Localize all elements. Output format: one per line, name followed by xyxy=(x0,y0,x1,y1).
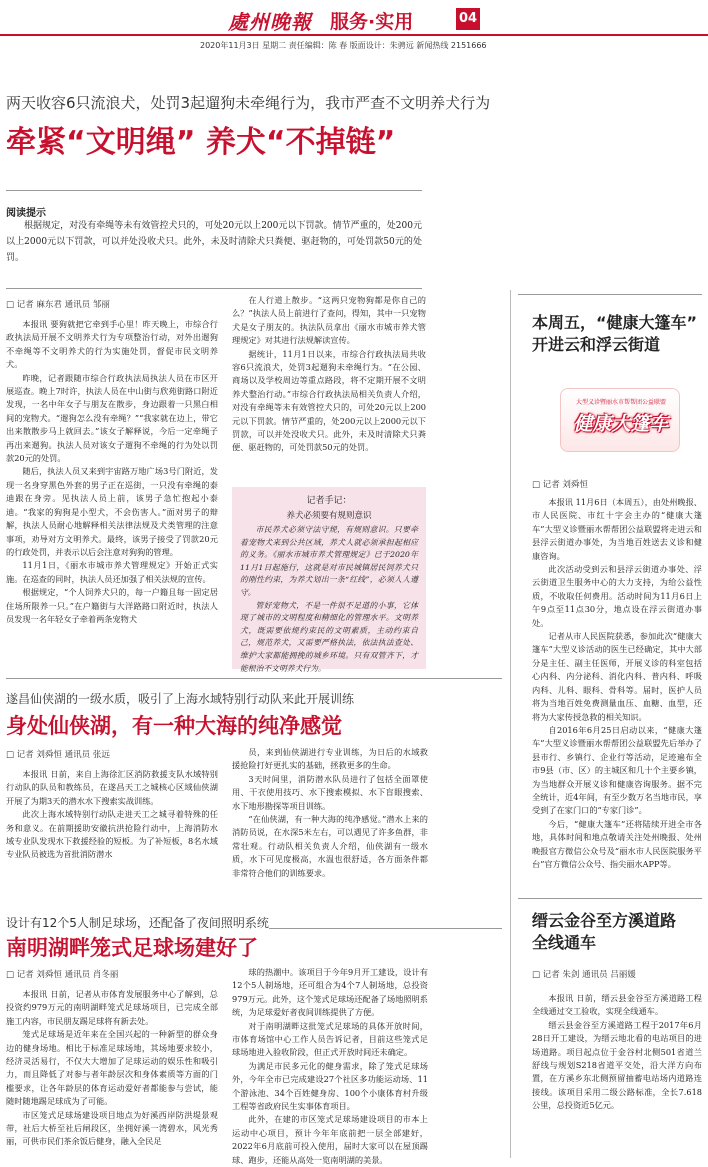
paragraph: 对于南明湖畔这批笼式足球场的具体开放时间，市体育场馆中心工作人员告诉记者，目前这些笼式足球场地进入验收阶段，但正式开放时间还未确定。 xyxy=(232,1020,428,1058)
paragraph: 在人行道上散步。“这两只宠物狗都是你自己的么？”执法人员上前进行了查问，得知，其中一只宠物犬是女子朋友的。执法队员拿出《丽水市城市养犬管理规定》对其进行法规解读宣传。 xyxy=(232,295,426,346)
paragraph: 根据规定，“个人饲养犬只的，每一户籍且每一固定居住场所限养一只。”在户籍街与大洋路路口附近时，执法人员发现一名年轻女子牵着两条宠物犬 xyxy=(6,587,218,624)
road-headline-line-1: 缙云金谷至方溪道路 xyxy=(532,911,677,930)
road-headline xyxy=(532,910,702,954)
football-column-2 xyxy=(232,966,428,1165)
paragraph: 球的热潮中。该项目于今年9月开工建设，设计有12个5人制场地，还可组合为4个7人制场地，总投资979万元。此外，这个笼式足球场还配备了场地照明系统，为足球爱好者夜间训练提供了方便。 xyxy=(232,967,428,1018)
paragraph: 本报讯 日前，记者从市体育发展服务中心了解到，总投资约979万元的南明湖畔笼式足球场项目，已完成全部施工内容，市民朋友踢足球将有新去处。 xyxy=(6,989,218,1026)
reading-tip-paragraph: 根据规定，对没有牵绳等未有效管控犬只的，可处20元以上200元以下罚款。情节严重的，处200元以上2000元以下罚款，可以并处没收犬只。此外，未及时清除犬只粪便、驱赶物的，可处罚款50元的处罚。 xyxy=(6,221,422,263)
paragraph: 市区笼式足球场建设项目地点为好溪西岸防洪堤景观带，社后大桥至社后闸段区，坐拥好溪一湾碧水，风光秀丽，可供市民们茶余饭后健身，融入全民足 xyxy=(6,1109,218,1147)
paragraph: 笼式足球场是近年来在全国兴起的一种新型的群众身边的健身场地。相比于标准足球场地，其场地要求较小，经济灵活易行，不仅大大增加了足球运动的娱乐性和吸引力，而且降低了对参与者年龄层次和身体素质等方面的门槛要求，让各年龄层的体育运动爱好者都能参与尝试，能随时随地踢足球成为了可能。 xyxy=(6,1029,218,1107)
paragraph: 此外，在建的市区笼式足球场建设项目的市本上运动中心项目，预计今年年底前把一层全部建好，2022年6月底前可投入使用，届时大家可以在屋顶踢球、跑步，还能从高处一览南明湖的美景。 xyxy=(232,1114,428,1165)
badge-title: 健康大篷车 xyxy=(573,413,669,435)
paragraph: “在仙侠湖，有一种大海的纯净感觉。”潜水上来的消防员说，在水深5米左右，可以遇见了许多鱼群，非常壮观。行动队相关负责人介绍，仙侠湖有一级水质，水下可见度极高，水温也很舒适，各方面条件都非常符合他们的训练要求。 xyxy=(232,814,428,878)
lead-byline: □ 记者 麻东君 通讯员 邹丽 xyxy=(6,300,110,310)
newspaper-logo: 處州晚報 xyxy=(228,10,312,34)
right-col-divider xyxy=(518,898,702,899)
lead-divider-2 xyxy=(6,288,422,289)
paragraph: 本报讯 日前，来自上海徐汇区消防救援支队水域特别行动队的队员和教练员，在遂昌天工之城核心区域仙侠湖开展了为期3天的潜水水下搜索实战训练。 xyxy=(6,769,218,806)
paragraph: 本报讯 11月6日（本周五），由处州晚报、市人民医院、市红十字会主办的“健康大篷车”大型义诊暨丽水帮帮团公益联盟将走进云和县浮云街道办事处，为当地百姓送去义诊和健康咨询。 xyxy=(532,497,702,561)
note-subtitle: 养犬必须要有规则意识 xyxy=(286,511,372,521)
badge-caption: 大型义诊暨丽水市帮帮团公益联盟 xyxy=(575,399,666,406)
paragraph: 市民养犬必须守法守规，有规则意识。只要牵着宠物犬来到公共区域，养犬人就必须承担起相应的义务。《丽水市城市养犬管理规定》已于2020年11月1日起施行，这就是对市民城镇居民饲养犬只的刚性约束，为养犬划出一条“红线”，必须人人遵守。 xyxy=(240,525,418,597)
road-body xyxy=(532,992,702,1158)
football-byline: □ 记者 刘舜恒 通讯员 肖冬丽 xyxy=(6,970,119,980)
jiankang-byline: □ 记者 刘舜恒 xyxy=(532,480,588,490)
jiankang-headline-line-1: 本周五，“健康大篷车” xyxy=(532,313,698,332)
reporter-note-box xyxy=(232,487,426,673)
reading-tip-text xyxy=(6,218,422,282)
paragraph: 据统计，11月1日以来，市综合行政执法局共收容6只流浪犬，处罚3起遛狗未牵绳行为。“在公园、商场以及学校周边等重点路段，将不定期开展不文明养犬整治行动。”市综合行政执法局相关负责人介绍，对没有牵绳等未有效管控犬只的，可处20元以上200元以下罚款。情节严重的，处200元以上2000元以下罚款，可以并处没收犬只。此外，未及时清除犬只粪便、驱赶物的，可处罚款50元的处罚。 xyxy=(232,348,426,453)
paragraph: 本报讯 日前，缙云县金谷至方溪道路工程全线通过交工验收，实现全线通车。 xyxy=(532,993,702,1017)
paragraph: 缙云县金谷至方溪道路工程于2017年6月28日开工建设，为缙云地北看的电站项目的进场道路。项目起点位于金谷村北侧501省道兰舒线与规划S218省道平交处，沿大洋方向布置，在方溪乡东北侧预留抽蓄电站场内道路连接线。该项目采用二级公路标准，全长7.618公里，总投资近5亿元。 xyxy=(532,1019,702,1111)
paragraph: 今后，“健康大篷车”还将陆续开进全市各地，具体时间和地点敬请关注处州晚报、处州晚报官方微信公众号及“丽水市人民医院服务平台”官方微信公众号、指尖丽水APP等。 xyxy=(532,818,702,869)
paragraph: 为满足市民多元化的健身需求，除了笼式足球场外，今年全市已完成建设27个社区多功能运动场、11个游泳池、34个百姓健身房、100个小康体育村升级工程等省政府民生实事体育项目。 xyxy=(232,1060,428,1112)
swim-column-2 xyxy=(232,746,428,922)
football-column-1 xyxy=(6,988,218,1160)
note-title: 记者手记： xyxy=(306,496,352,506)
paragraph: 记者从市人民医院获悉，参加此次“健康大篷车”大型义诊活动的医生已经确定，其中大部分是主任、副主任医师，开展义诊的科室包括心内科、内分泌科、消化内科、普内科、呼吸内科、儿科、眼科、骨科等。届时，医护人员将为当地百姓免费测量血压、血糖、血型，还将为大家传授急救的相关知识。 xyxy=(532,631,702,722)
lead-headline: 牵紧“文明绳” 养犬“不掉链” xyxy=(6,125,396,160)
paragraph: 自2016年6月25日启动以来，“健康大篷车”大型义诊暨丽水帮帮团公益联盟先后举办了县市行、乡镇行、企业行等活动，足迹遍布全市9县（市、区）的主城区和几十个主要乡镇，为当地群众开展义诊和健康咨询服务。据不完全统计，近4年间，有至少数万名当地市民，享受到了在家门口的“专家门诊”。 xyxy=(532,724,702,816)
swim-headline: 身处仙侠湖，有一种大海的纯净感觉 xyxy=(6,714,342,738)
page-number: 04 xyxy=(456,8,480,30)
paragraph: 本报讯 要狗就把它牵到手心里！昨天晚上，市综合行政执法局开展不文明养犬行为专项整治行动，对外出遛狗不牵绳等不文明养犬的行为实施处罚，督促市民文明养犬。 xyxy=(6,319,218,370)
football-headline: 南明湖畔笼式足球场建好了 xyxy=(6,936,258,960)
right-col-top-rule xyxy=(518,294,702,295)
paragraph: 昨晚，记者跟随市综合行政执法局执法人员在市区开展巡查。晚上7时许，执法人员在中山街与欣苑街路口附近发现，一名中年女子与朋友在散步，身边跟着一只黑白相间的宠物犬。“遛狗怎么没有牵绳？”“我家就在边上，带它出来散散步马上就回去。”该女子解释说，今后一定牵绳子再出来遛狗。执法人员对该女子遛狗不牵绳的行为处以罚款20元的处罚。 xyxy=(6,372,218,464)
jiankang-headline-line-2: 开进云和浮云街道 xyxy=(532,335,661,354)
jiankang-headline xyxy=(532,312,702,356)
masthead-info: 2020年11月3日 星期二 责任编辑：陈 春 版面设计：朱骋远 新闻热线 2151666 xyxy=(200,41,487,50)
paragraph: 3天时间里，消防潜水队员进行了包括全面罩使用、干衣使用技巧、水下搜索模拟、水下盲眼搜索、水下地形勘探等项目训练。 xyxy=(232,773,428,811)
column-divider xyxy=(510,290,511,1158)
jiankang-logo-badge xyxy=(560,388,680,452)
paragraph: 随后，执法人员又来到宇宙路万地广场3号门附近，发现一名身穿黑色外套的男子正在巡街，一只没有牵绳的泰迪跟在身旁。见执法人员上前，该男子急忙抱起小泰迪。“我家的狗狗是小型犬，不会伤害人。”面对男子的辩解，执法人员耐心地解释相关法律法规及犬类管理的注意事项，劝导对方文明养犬。最终，该男子接受了罚款20元的行政处罚，并表示以后会注意对狗狗的管理。 xyxy=(6,466,218,557)
road-headline-line-2: 全线通车 xyxy=(532,933,597,952)
paragraph: 管好宠物犬，不是一件很不足道的小事，它体现了城市的文明程度和精细化的管理水平。文明养犬，既需要依规约束民的文明素质，主动约束自己，规范养犬，又需要严格执法，依法执法查处、维护大家都能拥挽的城乡环境。只有双管齐下，才能根治不文明养犬行为。 xyxy=(240,600,418,673)
note-body xyxy=(240,524,418,673)
swim-kicker: 遂昌仙侠湖的一级水质，吸引了上海水域特别行动队来此开展训练 xyxy=(6,692,355,706)
paragraph: 员，来到仙侠湖进行专业训练，为日后的水域救援抢险打好更扎实的基础，拯救更多的生命。 xyxy=(232,747,428,771)
section-divider xyxy=(6,678,502,679)
jiankang-body xyxy=(532,496,702,894)
lead-divider xyxy=(6,190,422,191)
paragraph: 此次活动受到云和县浮云街道办事处、浮云街道卫生服务中心的大力支持，为给公益性质，不收取任何费用。活动时间为11月6日上午9点至11点30分，地点设在浮云街道办事处。 xyxy=(532,564,702,628)
masthead-rule xyxy=(0,34,708,36)
lead-kicker: 两天收容6只流浪犬，处罚3起遛狗未牵绳行为，我市严查不文明养犬行为 xyxy=(6,94,491,112)
paragraph: 11月1日，《丽水市城市养犬管理规定》开始正式实施。在巡查的同时，执法人员还加强了相关法规的宣传。 xyxy=(6,560,218,584)
section-title: 服务·实用 xyxy=(330,11,414,33)
road-byline: □ 记者 朱剑 通讯员 吕丽媛 xyxy=(532,970,636,980)
paragraph: 此次上海水域特别行动队走进天工之城寻着特殊的任务和意义。在前期援助安徽抗洪抢险行动中，上海消防水域专业队发现水下救援经验的短板。为了补短板，8名水域专业队员被选为首批消防潜水 xyxy=(6,809,218,860)
lead-column-1 xyxy=(6,318,218,650)
football-kicker: 设计有12个5人制足球场，还配备了夜间照明系统 xyxy=(6,916,269,930)
reading-tip-label: 阅读提示 xyxy=(6,208,46,219)
swim-byline: □ 记者 刘舜恒 通讯员 张远 xyxy=(6,750,110,760)
swim-column-1 xyxy=(6,768,218,928)
masthead xyxy=(0,0,708,50)
lead-column-2 xyxy=(232,294,426,484)
